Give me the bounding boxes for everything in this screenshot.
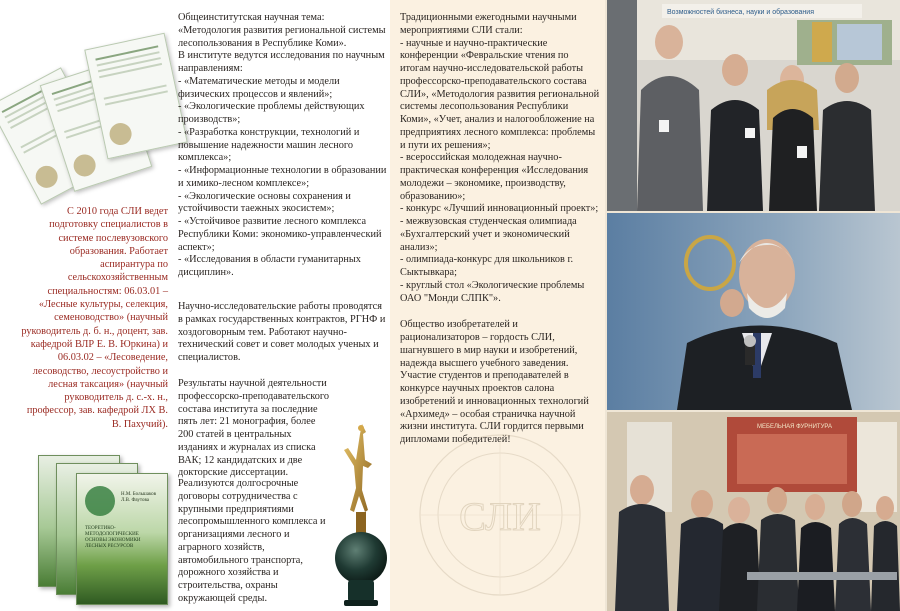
events-intro: Традиционными ежегодными научными мероприятиями СЛИ стали: xyxy=(400,12,577,36)
direction-item: - «Разработка конструкции, технологий и повышение надежности машин лесного комплекса»; xyxy=(178,126,360,164)
research-work-paragraph: Научно-исследовательские работы проводятся в рамках государственных контрактов, РГНФ и хоздоговорным тем. Работают научно-технический совет и совет молодых ученых и специалистов. xyxy=(178,301,386,363)
directions-intro: В институте ведутся исследования по научным направлениям: xyxy=(178,50,385,74)
book-title: ТЕОРЕТИКО-МЕТОДОЛОГИЧЕСКИЕ ОСНОВЫ ЭКОНОМИКИ ЛЕСНЫХ РЕСУРСОВ xyxy=(85,526,141,549)
book-logo-icon xyxy=(85,486,115,516)
postgraduate-text: С 2010 года СЛИ ведет подготовку специалистов в системе послевузовского образования. Работает аспирантура по сельскохозяйственным специальностям: 06.03.01 – «Лесные культуры, селекция, семеноводство» (научный руководитель д. б. н., доцент, зав. кафедрой ВЛР Е. В. Юркина) и 06.03.02 – «Лесоведение, лесоводство, лесоустройство и лесная таксация» (научный руководитель д. с.-х. н., профессор, зав. кафедрой ЛХ В. В. Пахучий). xyxy=(21,206,168,430)
direction-item: - «Экологические проблемы действующих производств»; xyxy=(178,101,365,125)
direction-item: - «Информационные технологии в образовании и химико-лесном комплексе»; xyxy=(178,165,387,189)
event-item: - всероссийская молодежная научно-практическая конференция «Исследования молодежи – экономике, производству, образованию»; xyxy=(400,152,589,202)
event-item: - межвузовская студенческая олимпиада «Бухгалтерский учет и экономический анализ»; xyxy=(400,216,577,253)
furniture-banner-text: МЕБЕЛЬНАЯ ФУРНИТУРА xyxy=(757,424,832,430)
hermes-statuette-image xyxy=(332,420,388,608)
research-results-paragraph: Результаты научной деятельности профессорско-преподавательского состава института за последние пять лет: 21 монография, более 200 статей в центральных изданиях и журналах из списка ВАК; 12 кандидатских и две докторские диссертации. xyxy=(178,378,330,479)
cooperation-paragraph: Реализуются долгосрочные договоры сотрудничества с крупными предприятиями лесопромышленного комплекса и организациями лесного и аграрного хозяйств, автомобильного транспорта, дорожного хозяйства и строительства, охраны окружающей среды. xyxy=(178,478,326,604)
event-item: - олимпиада-конкурс для школьников г. Сыктывкара; xyxy=(400,254,574,278)
events-block xyxy=(400,12,600,447)
photo-professor-lecture xyxy=(607,213,900,410)
exhibition-banner-text: Возможностей бизнеса, науки и образования xyxy=(667,9,814,16)
patent-certificates-image xyxy=(0,30,175,200)
books-image xyxy=(38,445,168,605)
research-topic-block xyxy=(178,12,388,280)
event-item: - круглый стол «Экологические проблемы ОАО "Монди СЛПК"». xyxy=(400,279,585,304)
sli-watermark-logo xyxy=(405,430,595,600)
direction-item: - «Экологические основы сохранения и устойчивости таежных экосистем»; xyxy=(178,190,351,215)
direction-item: - «Исследования в области гуманитарных дисциплин». xyxy=(178,254,361,278)
book-authors: Н.М. Большаков Л.В. Фаутова xyxy=(121,492,156,503)
inventors-paragraph: Общество изобретателей и рационализаторов – гордость СЛИ, шагнувшего в мир науки и изобретений, надежда высшего учебного заведения. Участие студентов и преподавателей в конкурсе научных проектов салона изобретений и инновационных технологий «Архимед» – особая страничка научной жизни института. СЛИ гордится первыми дипломами победителей! xyxy=(400,319,589,445)
photo-furniture-exhibition xyxy=(607,412,900,611)
book-front xyxy=(76,473,168,605)
photo-exhibition-group xyxy=(607,0,900,211)
topic-title: Общеинститутская научная тема: «Методология развития региональной системы лесопользования в Республике Коми». xyxy=(178,12,386,49)
event-item: - научные и научно-практические конференции «Февральские чтения по итогам научно-исследовательской работы профессорско-преподавательского состава СЛИ», «Методология развития региональной системы лесопользования Республики Коми», «Учет, анализ и налогообложение на предприятиях лесного комплекса: проблемы и пути их решения»; xyxy=(400,37,600,151)
direction-item: - «Математические методы и модели физических процессов и явлений»; xyxy=(178,75,340,100)
event-item: - конкурс «Лучший инновационный проект»; xyxy=(400,203,599,215)
watermark-text: СЛИ xyxy=(459,494,541,539)
direction-item: - «Устойчивое развитие лесного комплекса Республики Коми: экономико-управленческий аспект»; xyxy=(178,216,382,253)
